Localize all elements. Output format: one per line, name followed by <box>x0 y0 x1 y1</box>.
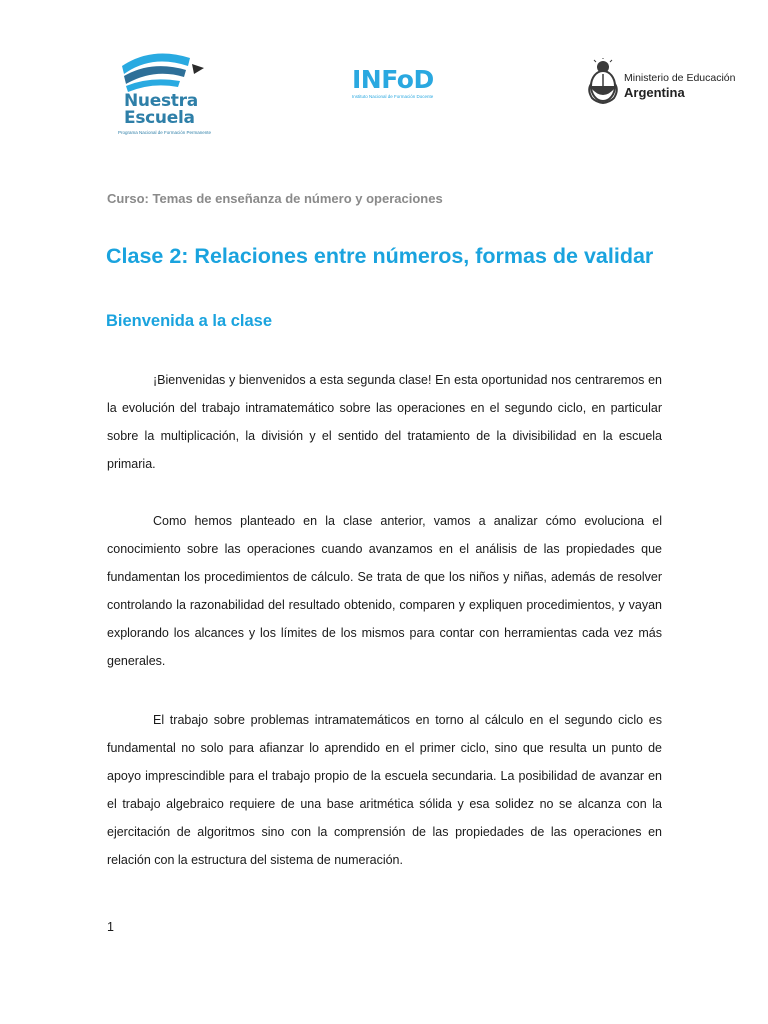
section-title: Bienvenida a la clase <box>106 312 273 330</box>
paragraph-2: Como hemos planteado en la clase anterior, vamos a analizar cómo evoluciona el conocimiento sobre las operaciones cuando avanzamos en el análisis de las propiedades que fundamentan los procedimientos de cálculo. Se trata de que los niños y niñas, además de resolver controlando la razonabilidad del resultado obtenido, comparen y expliquen procedimientos, y vayan explorando los alcances y los límites de los mismos para contar con herramientas cada vez más generales. <box>107 514 662 668</box>
infod-logo <box>352 66 452 110</box>
argentina-coat-of-arms-icon <box>586 58 620 106</box>
paragraph-3: El trabajo sobre problemas intramatemáticos en torno al cálculo en el segundo ciclo es fundamental no solo para afianzar lo aprendido en el primer ciclo, sino que resulta un punto de apoyo imprescindible para el trabajo propio de la escuela secundaria. La posibilidad de avanzar en el trabajo algebraico requiere de una base aritmética sólida y esa solidez no se alcanza con la ejercitación de algoritmos sino con la comprensión de las propiedades de las operaciones en relación con la estructura del sistema de numeración. <box>107 713 662 867</box>
nuestra-escuela-subtitle: Programa Nacional de Formación Permanente <box>118 130 212 135</box>
paragraph-1: ¡Bienvenidas y bienvenidos a esta segunda clase! En esta oportunidad nos centraremos en la evolución del trabajo intramatemático sobre las operaciones en el segundo ciclo, en particular sobre la multiplicación, la división y el sentido del tratamiento de la divisibilidad en la escuela primaria. <box>107 373 662 471</box>
ministerio-line1: Ministerio de Educación <box>624 72 736 84</box>
ministerio-line2: Argentina <box>624 85 685 100</box>
class-title: Clase 2: Relaciones entre números, formas de validar <box>106 244 654 268</box>
ministerio-logo <box>586 58 736 106</box>
nuestra-escuela-logo <box>112 44 232 140</box>
page-number: 1 <box>107 920 114 934</box>
page-header <box>0 0 768 160</box>
infod-subtitle: Instituto Nacional de Formación Docente <box>352 94 434 99</box>
nuestra-word: Nuestra <box>124 91 198 111</box>
course-name: Curso: Temas de enseñanza de número y operaciones <box>107 191 443 206</box>
infod-word: INFoD <box>352 65 434 94</box>
escuela-word: Escuela <box>124 108 195 128</box>
